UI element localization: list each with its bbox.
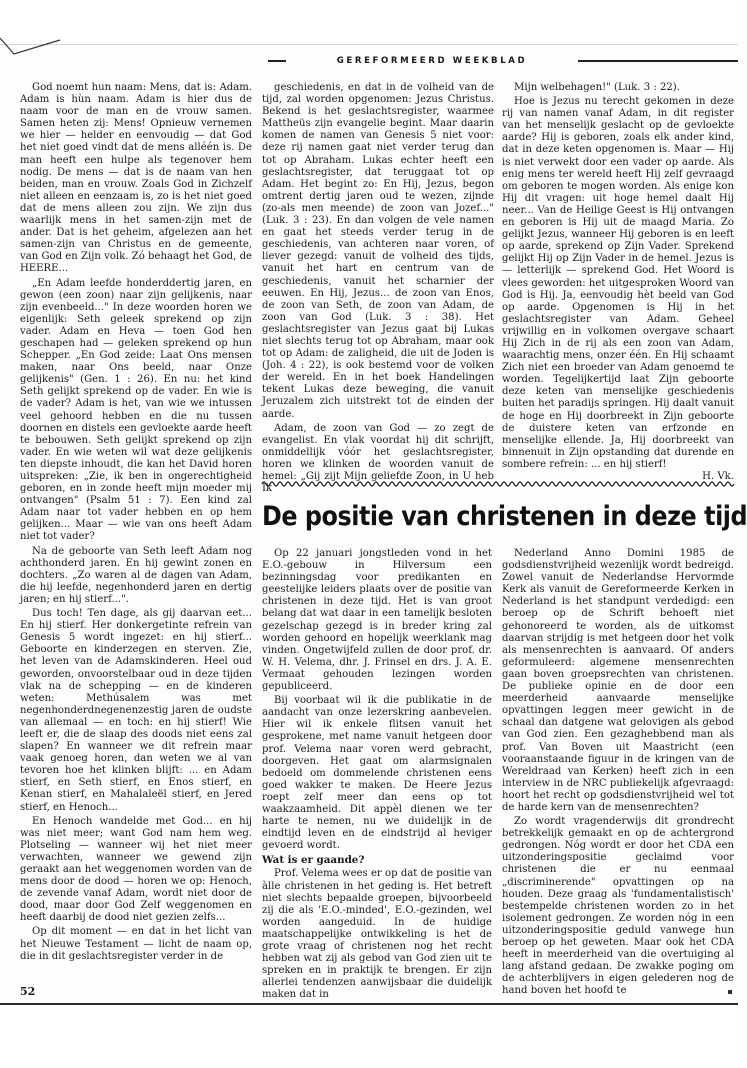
paragraph: Prof. Velema wees er op dat de positie van àlle christenen in het geding is. Het betreft niet slechts bepaalde groepen, bijvoorbeeld zij die als 'E.O.-minded', E.O.-gezinden, wel worden aangeduid. In de huidige maatschappelijke ontwikkeling is het de grote vraag of christenen nog het recht hebben wat zij als gebod van God zien uit te spreken en in praktijk te brengen. Er zijn allerlei tendenzen aanwijsbaar die duidelijk maken dat in	[262, 868, 492, 1001]
paragraph: Op 22 januari jongstleden vond in het E.O.-gebouw in Hilversum een bezinningsdag voor predikanten en geestelijke leiders plaats over de positie van christenen in deze tijd. Het is van groot belang dat wat daar in een tamelijk besloten gezelschap gezegd is in breder kring zal worden gehoord en hopelijk weerklank mag vinden. Ongetwijfeld zullen de door prof. dr. W. H. Velema, dhr. J. Frinsel en drs. J. A. E. Vermaat gehouden lezingen worden gepubliceerd.	[262, 548, 492, 693]
paragraph: Nederland Anno Domini 1985 de godsdienstvrijheid wezenlijk wordt bedreigd. Zowel vanuit de Nederlandse Hervormde Kerk als vanuit de Gereformeerde Kerken in Nederland is het standpunt verdedigd: een beroep op de Schrift behoeft niet gehonoreerd te worden, als de uitkomst daarvan strijdig is met hetgeen door het volk als mensenrechten is aanvaard. Of anders geformuleerd: algemene mensenrechten gaan boven groepsrechten van christenen. De publieke opinie en de door een meerderheid aanvaarde menselijke opvattingen leggen meer gewicht in de schaal dan datgene wat gelovigen als gebod van God zien. Een gezaghebbend man als prof. Van Boven uit Maastricht (een vooraanstaande figuur in de kringen van de Wereldraad van Kerken) heeft zich in een interview in de NRC publiekelijk afgevraagd: hoort het recht op godsdienstvrijheid wel tot de harde kern van de mensenrechten?	[502, 548, 734, 813]
paragraph: Adam, de zoon van God — zo zegt de evangelist. En vlak voordat hij dit schrijft, onmiddellijk vóór het geslachtsregister, horen we klinken de woorden vanuit de hemel: „Gij zijt Mijn geliefde Zoon, in U heb Ik	[262, 422, 494, 495]
paragraph: God noemt hun naam: Mens, dat is: Adam. Adam is hùn naam. Adam is hier dus de naam voor de man en de vrouw samen. Samen heten zij: Mens! Opnieuw vernemen we hier — helder en eenvoudig — dat God het niet goed vindt dat de mens alléén is. De man heeft een hulpe als tegenover hem nodig. De mens — dat is de naam van hen beiden, man en vrouw. Zoals God in Zichzelf niet alleen en eenzaam is, zo is het niet goed dat de mens alleen zou zijn. We zijn dus waarlijk mens in het samen-zijn met de ander. Dat is het geheim, afgelezen aan het samen-zijn van Christus en de gemeente, van God en Zijn volk. Zó behaagt het God, de HEERE...	[20, 82, 252, 275]
paragraph: Mijn welbehagen!" (Luk. 3 : 22).	[514, 82, 680, 93]
author-signature: H. Vk.	[702, 471, 734, 482]
paragraph: geschiedenis, en dat in de volheid van de tijd, zal worden opgenomen: Jezus Christus. Bekend is het geslachtsregister, waarmee Mattheüs zijn evangelie begint. Maar daarin komen de namen van Genesis 5 niet voor: deze rij namen gaat niet verder terug dan tot op Abraham. Lukas echter heeft een geslachtsregister, dat teruggaat tot op Adam. Het begint zo: En Hij, Jezus, begon omtrent dertig jaren oud te wezen, zijnde (zo-als men meende) de zoon van Jozef..." (Luk. 3 : 23). En dan volgen de vele namen en gaat het steeds verder terug in de geschiedenis, van achteren naar voren, of liever gezegd: vanuit de volheid des tijds, vanuit het hart en centrum van de geschiedenis, vanuit het scharnier der eeuwen. En Hij, Jezus... de zoon van Enos, de zoon van Seth, de zoon van Adam, de zoon van God (Luk. 3 : 38). Het geslachtsregister van Jezus gaat bij Lukas niet slechts terug tot op Abraham, maar ook tot op Adam: de zaligheid, die uit de Joden is (Joh. 4 : 22), is ook bestemd voor de volken der wereld. En in het boek Handelingen tekent Lukas deze beweging, die vanuit Jeruzalem zich uitstrekt tot de einden der aarde.	[262, 82, 494, 420]
article1-column-2	[262, 82, 494, 495]
article2-column-2	[502, 548, 734, 998]
article-headline: De positie van christenen in deze tijd	[262, 501, 747, 532]
page-number: 52	[20, 985, 36, 998]
article1-column-1	[20, 82, 252, 997]
paragraph: En Henoch wandelde met God... en hij was niet meer; want God nam hem weg. Plotseling — wanneer wij het niet meer verwachten, wanneer we gewend zijn geraakt aan het weggenomen worden van de mens door de dood — horen we op: Henoch, de zevende vanaf Adam, wordt niet door de dood, maar door God Zelf weggenomen en heeft daarbij de dood niet gezien zelfs...	[20, 815, 252, 924]
article2-column-1	[262, 548, 492, 1001]
section-subheading: Wat is er gaande?	[262, 854, 365, 867]
paragraph: Hoe is Jezus nu terecht gekomen in deze rij van namen vanaf Adam, in dit register van het menselijk geslacht op de gevloekte aarde? Hij is geboren, zoals elk ander kind, dat in deze keten opgenomen is. Maar — Hij is niet verwekt door een vader op aarde. Als enig mens ter wereld heeft Hij zelf gevraagd om geboren te mogen worden. Als enige kon Hij dit vragen: uit hoge hemel daalt Hij neer... Van de Heilige Geest is Hij ontvangen en geboren is Hij uit de maagd Maria. Zo gelijkt Jezus, wanneer Hij geboren is en leeft op aarde, sprekend op Zijn Vader. Sprekend gelijkt Hij op Zijn Vader in de hemel. Jezus is — letterlijk — sprekend God. Het Woord is vlees geworden: het uitgesproken Woord van God is Hij. Ja, eenvoudig hèt beeld van God op aarde. Opgenomen is Hij in het geslachtsregister van Adam. Geheel vrijwillig en in volkomen overgave schaart Hij Zich in de rij als een zoon van Adam, waarachtig mens, onzer één. En Hij schaamt Zich niet een broeder van Adam genoemd te worden. Tegelijkertijd laat Zijn geboorte deze keten van menselijke geschiedenis buiten het paradijs springen. Hij daalt vanuit de hoge en Hij doorbreekt in Zijn geboorte de duistere keten van erfzonde en menselijke ellende. Ja, Hij doorbreekt van binnenuit in Zijn opstanding dat durende en sombere refrein: ... en hij stierf!	[502, 96, 734, 470]
paragraph: Zo wordt vragenderwijs dit grondrecht betrekkelijk gemaakt en op de achtergrond gedrongen. Nóg wordt er door het CDA een uitzonderingspositie geclaimd voor christenen die er nu eenmaal „discriminerende" opvattingen op na houden. Deze graag als 'fundamentalistisch' bestempelde christenen worden zo in het isolement gedrongen. Ze worden nóg in een uitzonderingspositie geduld vanwege hun beroep op het geweten. Maar ook het CDA heeft in meerderheid van die overtuiging al lang afstand gedaan. De zwakke poging om de achterblijvers in eigen gelederen nog de hand boven het hoofd te	[502, 816, 734, 997]
page-top-margin	[0, 0, 738, 45]
page-bottom-margin	[0, 1005, 738, 1068]
paragraph: Bij voorbaat wil ik die publikatie in de aandacht van onze lezerskring aanbevelen. Hier wil ik enkele flitsen vanuit het gesprokene, met name vanuit hetgeen door prof. Velema naar voren werd gebracht, doorgeven. Het gaat om alarmsignalen bedoeld om dommelende christenen eens goed wakker te maken. De Heere Jezus roept zelf meer dan eens op tot waakzaamheid. Dit appèl dienen we ter harte te nemen, nu we duidelijk in de eindtijd leven en de eindstrijd al heviger gevoerd wordt.	[262, 695, 492, 852]
decorative-wave-divider	[262, 478, 732, 490]
paragraph: „En Adam leefde honderddertig jaren, en gewon (een zoon) naar zijn gelijkenis, naar zijn evenbeeld..." In deze woorden horen we eigenlijk: Seth geleek sprekend op zijn vader. Adam en Heva — toen God hen geschapen had — geleken sprekend op hun Schepper. „En God zeide: Laat Ons mensen maken, naar Ons beeld, naar Onze gelijkenis" (Gen. 1 : 26). En nu: het kind Seth gelijkt sprekend op de vader. En wie is de vader? Adam is het, van wie we intussen veel gehoord hebben en die nu tussen doornen en distels een gevloekte aarde heeft te bebouwen. Seth gelijkt sprekend op zijn vader. En wie weten wil wat deze gelijkenis ten diepste inhoudt, die kan het David horen uitspreken: „Zie, ik ben in ongerechtigheid geboren, en in zonde heeft mijn moeder mij ontvangen" (Psalm 51 : 7). Een kind zal Adam naar tot vader hebben en op hem gelijken... Maar — wie van ons heeft Adam niet tot vader?	[20, 277, 252, 543]
article1-column-3	[502, 82, 734, 482]
running-header: GEREFORMEERD WEEKBLAD	[286, 56, 578, 67]
print-mark	[728, 990, 732, 994]
page-corner-fold	[0, 36, 60, 56]
paragraph: Na de geboorte van Seth leeft Adam nog achthonderd jaren. En hij gewint zonen en dochters. „Zo waren al de dagen van Adam, die hij leefde, negenhonderd jaren en dertig jaren; en hij stierf...".	[20, 545, 252, 605]
paragraph: Op dit moment — en dat in het licht van het Nieuwe Testament — licht de naam op, die in dit geslachtsregister verder in de	[20, 926, 252, 962]
paragraph: Dus toch! Ten dage, als gij daarvan eet... En hij stierf. Her donkergetinte refrein van Genesis 5 wordt ingezet: en hij stierf... Geboorte en kinderzegen en sterven. Zie, het leven van de Adamskinderen. Heel oud geworden, onvoorstelbaar oud in deze tijden vlak na de schepping — en de kinderen weten: Methúsalem was met negenhonderdnegenenzestig jaren de oudste van allemaal — en toch: en hij stierf! Wie leeft er, die de slaap des doods niet eens zal slapen? En wanneer we dit refrein maar vaak genoeg horen, dan weten we al van tevoren hoe het klinken blijft: ... en Adam stierf, en Seth stierf, en Enos stierf, en Kenan stierf, en Mahalaleël stierf, en Jered stierf, en Henoch...	[20, 608, 252, 813]
